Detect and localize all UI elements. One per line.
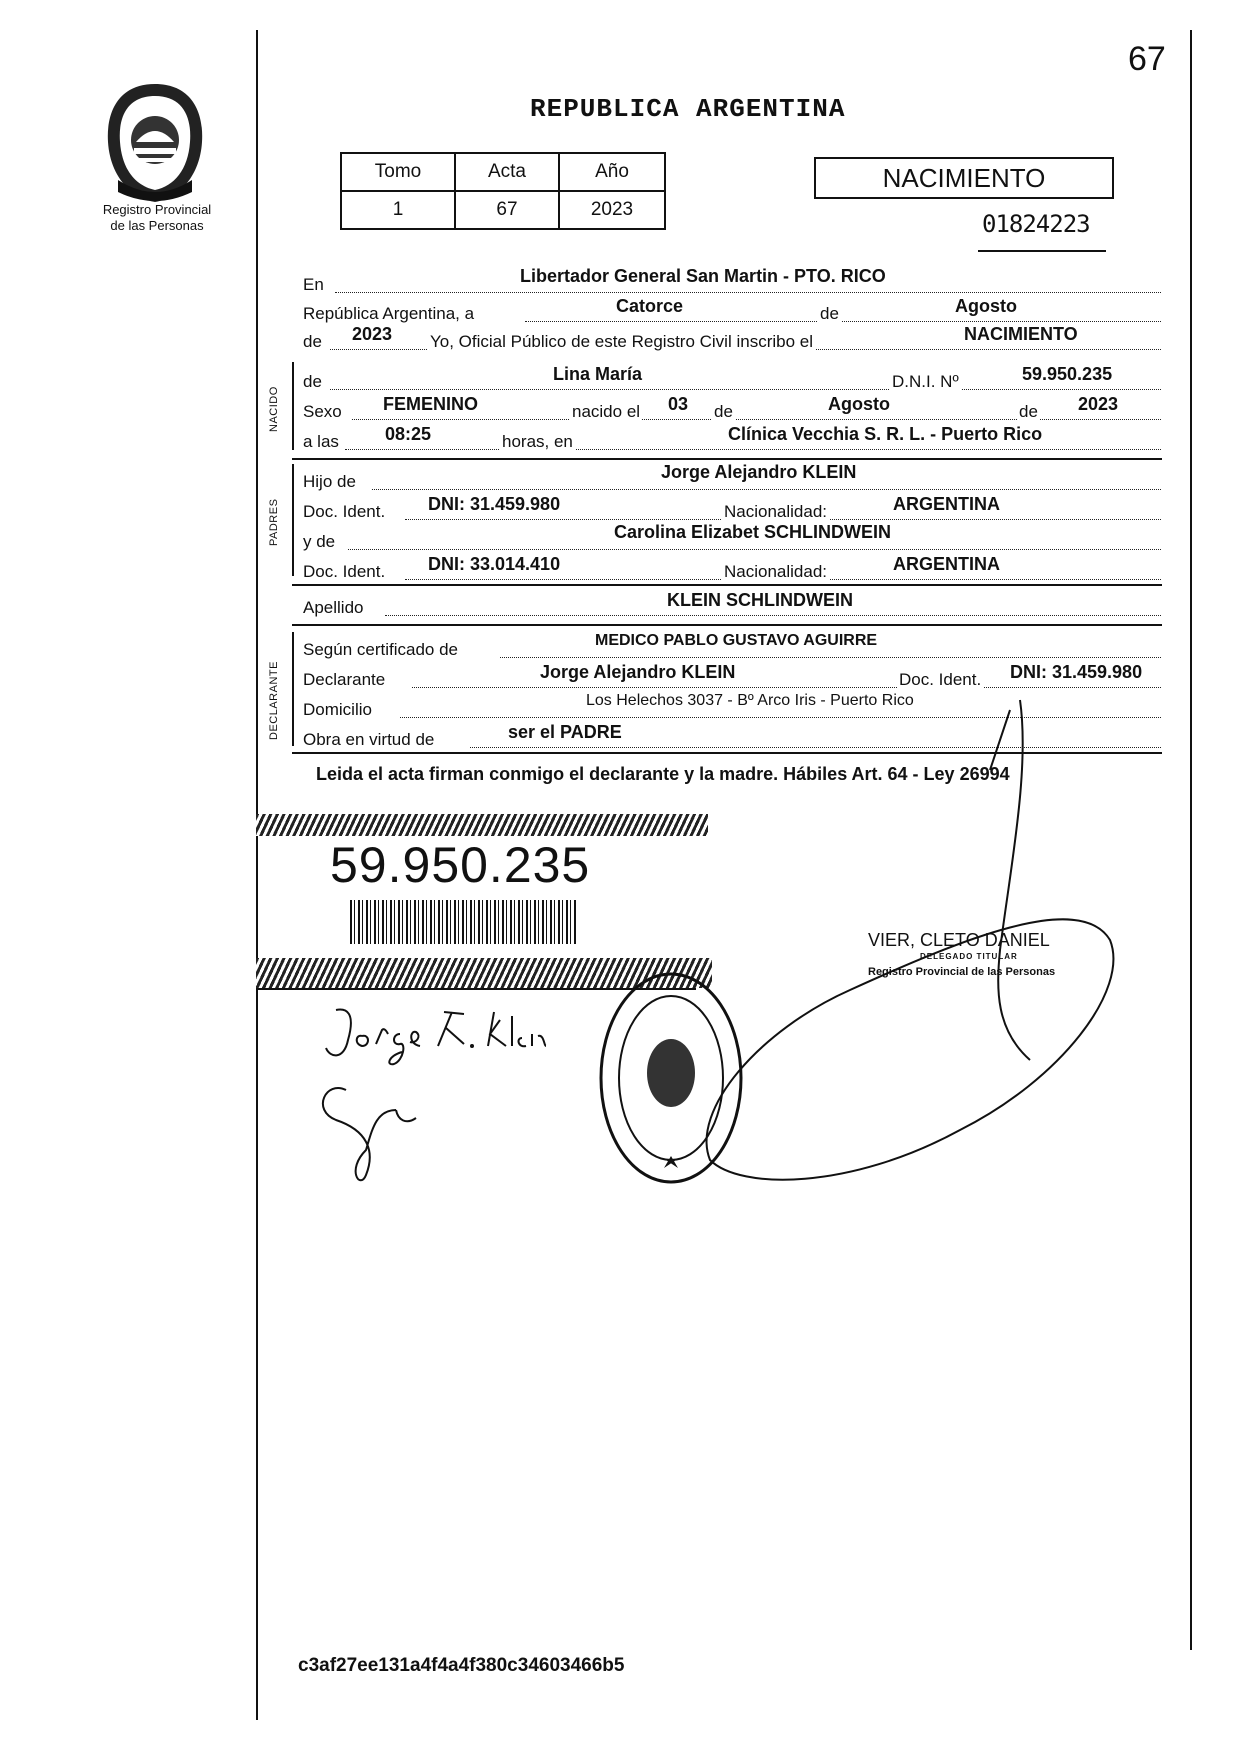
mother-nac: ARGENTINA <box>893 554 1000 574</box>
hora-label: a las <box>303 432 339 451</box>
declarante-dots <box>412 687 1161 688</box>
official-title: DELEGADO TITULAR <box>920 952 1018 961</box>
apellido-label: Apellido <box>303 598 364 617</box>
padres-separator <box>292 584 1162 586</box>
hora-dots <box>345 449 1161 450</box>
official-org: Registro Provincial de las Personas <box>868 966 1056 978</box>
value-anio: 2023 <box>559 191 665 229</box>
declarante-value: Jorge Alejandro KLEIN <box>540 662 736 682</box>
horas-en-label: horas, en <box>502 432 573 451</box>
nacido-de-label: de <box>303 372 322 391</box>
birth-place: Clínica Vecchia S. R. L. - Puerto Rico <box>728 424 1043 444</box>
nacido-el-label: nacido el <box>572 402 641 421</box>
nacido-bracket <box>292 362 294 450</box>
official-name: VIER, CLETO DANIEL <box>868 930 1050 950</box>
dni-value: 59.950.235 <box>1022 364 1113 384</box>
hijo-label: Hijo de <box>303 472 356 491</box>
oficial-text: Yo, Oficial Público de este Registro Civil inscribo el <box>430 332 813 351</box>
birth-day: 03 <box>668 394 689 414</box>
header-acta: Acta <box>455 153 559 191</box>
year-value: 2023 <box>352 324 393 344</box>
mother-dots <box>348 549 1161 550</box>
mother-doc: DNI: 33.014.410 <box>428 554 561 574</box>
header-anio: Año <box>559 153 665 191</box>
nacido-separator <box>292 458 1162 460</box>
en-value: Libertador General San Martin - PTO. RICO <box>520 266 886 286</box>
father-nac: ARGENTINA <box>893 494 1000 514</box>
apellido-value: KLEIN SCHLINDWEIN <box>667 590 853 610</box>
sexo-value: FEMENINO <box>383 394 479 414</box>
obra-label: Obra en virtud de <box>303 730 435 749</box>
crest-logo <box>100 80 210 205</box>
domicilio-label: Domicilio <box>303 700 372 719</box>
obra-value: ser el PADRE <box>508 722 622 742</box>
value-acta: 67 <box>455 191 559 229</box>
nacido-name-dots <box>330 389 1161 390</box>
document-title: REPUBLICA ARGENTINA <box>530 94 846 124</box>
nacido-side-label: NACIDO <box>268 386 280 432</box>
decl-doc-label: Doc. Ident. <box>899 670 982 689</box>
mother-doc-label: Doc. Ident. <box>303 562 386 581</box>
inscribo-value: NACIMIENTO <box>964 324 1078 344</box>
birth-de-label: de <box>714 402 733 421</box>
applicant-signature <box>316 1000 576 1190</box>
leida-text: Leida el acta firman conmigo el declarante y la madre. Hábiles Art. 64 - Ley 26994 <box>316 764 1010 784</box>
father-doc-label: Doc. Ident. <box>303 502 386 521</box>
father-doc: DNI: 31.459.980 <box>428 494 561 514</box>
en-label: En <box>303 275 324 294</box>
serial-number: 01824223 <box>982 210 1090 238</box>
birth-month: Agosto <box>828 394 890 414</box>
left-margin-line <box>256 30 258 1720</box>
declarante-label: Declarante <box>303 670 386 689</box>
crest-caption-1: Registro Provincial <box>102 202 212 217</box>
crest-caption-2: de las Personas <box>110 218 204 233</box>
page-number: 67 <box>1128 40 1166 78</box>
mother-nac-label: Nacionalidad: <box>724 562 828 581</box>
nacido-name: Lina María <box>553 364 643 384</box>
hora-value: 08:25 <box>385 424 432 444</box>
declarante-bracket <box>292 632 294 746</box>
republica-dots <box>525 321 1161 322</box>
yde-label: y de <box>303 532 336 551</box>
en-dots <box>335 292 1161 293</box>
header-tomo: Tomo <box>341 153 455 191</box>
dni-label: D.N.I. Nº <box>892 372 959 391</box>
decl-doc-value: DNI: 31.459.980 <box>1010 662 1143 682</box>
birth-de-label-2: de <box>1019 402 1038 421</box>
padres-side-label: PADRES <box>268 498 280 546</box>
registry-table <box>340 152 666 230</box>
act-type-box: NACIMIENTO <box>814 157 1114 199</box>
de-label-2: de <box>303 332 322 351</box>
apellido-dots <box>385 615 1161 616</box>
domicilio-value: Los Helechos 3037 - Bº Arco Iris - Puerto Rico <box>586 692 914 709</box>
father-nac-label: Nacionalidad: <box>724 502 828 521</box>
cert-value: MEDICO PABLO GUSTAVO AGUIRRE <box>595 632 878 649</box>
hijo-dots <box>372 489 1161 490</box>
serial-underline <box>978 250 1106 252</box>
padres-bracket <box>292 464 294 576</box>
sexo-label: Sexo <box>303 402 342 421</box>
security-band-top <box>256 814 708 836</box>
father-name: Jorge Alejandro KLEIN <box>661 462 857 482</box>
cert-label: Según certificado de <box>303 640 458 659</box>
de-label-1: de <box>820 304 839 323</box>
day-value: Catorce <box>616 296 684 316</box>
right-margin-line <box>1190 30 1192 1650</box>
republica-label: República Argentina, a <box>303 304 475 323</box>
declarante-side-label: DECLARANTE <box>268 661 280 740</box>
mother-name: Carolina Elizabet SCHLINDWEIN <box>614 522 892 542</box>
birth-year: 2023 <box>1078 394 1119 414</box>
barcode <box>350 900 576 944</box>
document-hash: c3af27ee131a4f4a4f380c34603466b5 <box>298 1655 625 1676</box>
apellido-separator <box>292 624 1162 626</box>
cert-dots <box>500 657 1161 658</box>
month-value: Agosto <box>955 296 1017 316</box>
value-tomo: 1 <box>341 191 455 229</box>
big-dni: 59.950.235 <box>330 837 591 893</box>
